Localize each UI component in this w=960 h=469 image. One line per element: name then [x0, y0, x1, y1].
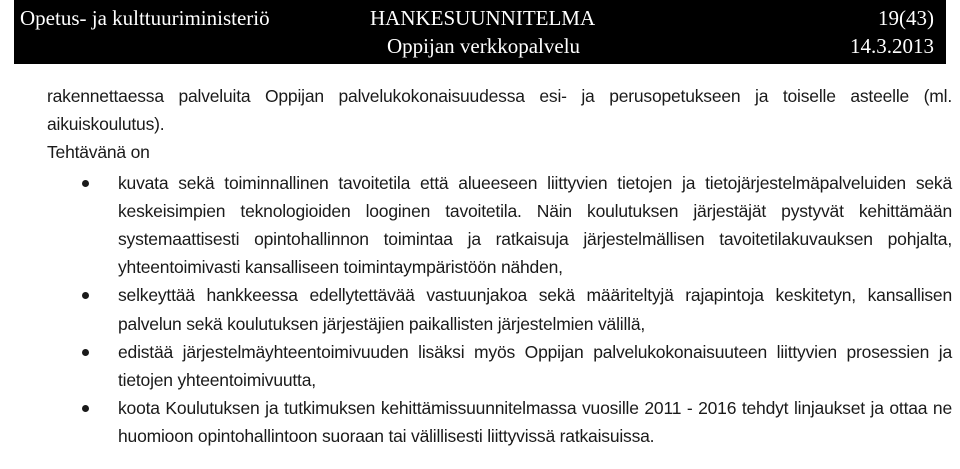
list-item — [47, 169, 952, 282]
bullet-icon — [82, 292, 89, 299]
task-list — [47, 169, 952, 451]
page-header — [14, 0, 946, 64]
list-item-text: selkeyttää hankkeessa edellytettävää vastuunjakoa sekä määriteltyjä rajapintoja keskitetyn, kansallisen palvelun sekä koulutuksen järjestäjien paikallisten järjestelmien välillä, — [118, 285, 952, 334]
bullet-icon — [82, 180, 89, 187]
document-body — [47, 82, 952, 451]
list-item — [47, 281, 952, 337]
list-item-text: edistää järjestelmäyhteentoimivuuden lisäksi myös Oppijan palvelukokonaisuuteen liittyvien prosessien ja tietojen yhteentoimivuutta, — [118, 341, 952, 391]
list-item — [47, 338, 952, 394]
lead-text: Tehtävänä on — [47, 142, 150, 163]
list-item-text: kuvata sekä toiminnallinen tavoitetila että alueeseen liittyvien tietojen ja tietojärjestelmäpalveluiden sekä keskeisimpien teknologioiden looginen tavoitetila. Näin koulutuksen järjestäjät pystyvät kehittämään systemaattisesti opintohallinnon toimintaa ja ratkaisuja järjestelmällisen tavoitetilakuvauksen pohjalta, yhteentoimivasti kansalliseen toimintaympäristöön nähden, — [118, 172, 952, 278]
header-document-title: HANKESUUNNITELMA — [370, 6, 596, 30]
header-page-number: 19(43) — [878, 6, 934, 30]
bullet-icon — [82, 405, 89, 412]
header-organization: Opetus- ja kulttuuriministeriö — [20, 6, 270, 30]
list-item-text: koota Koulutuksen ja tutkimuksen kehittämissuunnitelmassa vuosille 2011 - 2016 tehdyt linjaukset ja ottaa ne huomioon opintohallintoon suoraan tai välillisesti liittyvissä ratkaisuissa. — [118, 398, 952, 447]
header-subtitle: Oppijan verkkopalvelu — [387, 34, 581, 58]
intro-paragraph: rakennettaessa palveluita Oppijan palvelukokonaisuudessa esi- ja perusopetukseen ja toiselle asteelle (ml. aikuiskoulutus). — [47, 86, 952, 135]
header-date: 14.3.2013 — [850, 34, 934, 58]
list-item — [47, 394, 952, 450]
bullet-icon — [82, 349, 89, 356]
